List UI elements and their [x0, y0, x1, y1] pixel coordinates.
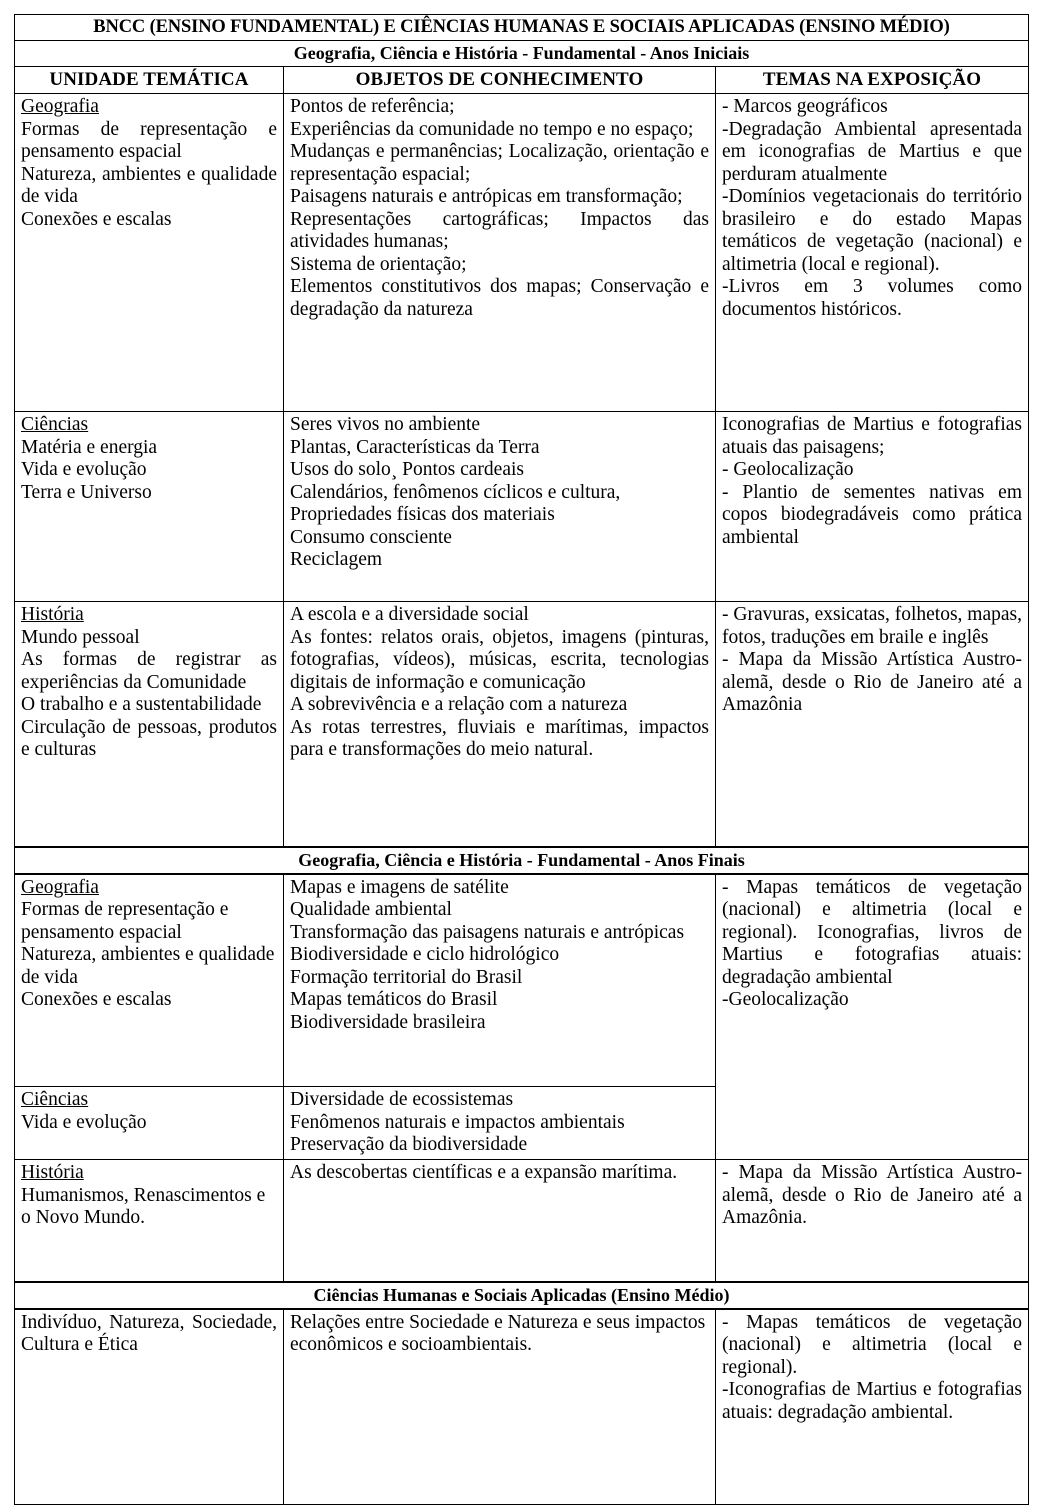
temas-line: Iconografias de Martius e fotografias atuais das paisagens;: [722, 414, 1022, 458]
temas-line: - Geolocalização: [722, 459, 854, 481]
temas-line: - Mapa da Missão Artística Austro- alemã, desde o Rio de Janeiro até a Amazônia.: [722, 1162, 1022, 1229]
table-row: [15, 94, 1029, 412]
unidade-line: Natureza, ambientes e qualidade de vida: [21, 944, 275, 988]
cell-unidade-ciencias-iniciais: [15, 412, 284, 602]
objetos-line: Usos do solo¸ Pontos cardeais: [290, 459, 524, 481]
unidade-heading: Ciências: [21, 414, 89, 436]
section-header-anos-iniciais: Geografia, Ciência e História - Fundamental - Anos Iniciais: [15, 41, 1029, 67]
section-header-ensino-medio: Ciências Humanas e Sociais Aplicadas (Ensino Médio): [15, 1282, 1029, 1309]
table-row: [15, 412, 1029, 602]
unidade-line: Formas de representação e pensamento espacial: [21, 118, 277, 163]
table-row: [15, 602, 1029, 847]
objetos-line: Biodiversidade e ciclo hidrológico: [290, 944, 560, 966]
temas-line: -Livros em 3 volumes como documentos históricos.: [722, 276, 1022, 320]
cell-objetos-historia-finais: [284, 1160, 716, 1282]
temas-line: -Degradação Ambiental apresentada em iconografias de Martius e que perduram atualmente: [722, 118, 1022, 185]
objetos-line: Seres vivos no ambiente: [290, 414, 481, 436]
temas-line: - Mapas temáticos de vegetação (nacional) e altimetria (local e regional).: [722, 1311, 1022, 1378]
objetos-line: A escola e a diversidade social: [290, 604, 529, 626]
cell-unidade-historia-finais: [15, 1160, 284, 1282]
cell-unidade-individuo-medio: [15, 1309, 284, 1505]
unidade-heading: História: [21, 1162, 84, 1184]
objetos-line: Mapas temáticos do Brasil: [290, 989, 498, 1011]
objetos-line: Propriedades físicas dos materiais: [290, 504, 555, 526]
column-header-temas-na-exposicao: TEMAS NA EXPOSIÇÃO: [716, 67, 1029, 94]
bncc-table: [14, 14, 1029, 1505]
cell-temas-individuo-medio: [716, 1309, 1029, 1505]
objetos-line: Experiências da comunidade no tempo e no espaço;: [290, 118, 694, 140]
objetos-line: Relações entre Sociedade e Natureza e seus impactos econômicos e socioambientais.: [290, 1311, 706, 1356]
cell-objetos-historia-iniciais: [284, 602, 716, 847]
temas-line: - Mapas temáticos de vegetação (nacional) e altimetria (local e regional). Iconografias, livros de Martius e fotografias atuais: degradação ambiental: [722, 876, 1022, 988]
table-row: [15, 1160, 1029, 1282]
temas-line: -Geolocalização: [722, 989, 849, 1011]
objetos-line: Diversidade de ecossistemas: [290, 1089, 514, 1111]
unidade-line: Conexões e escalas: [21, 989, 172, 1011]
unidade-line: Natureza, ambientes e qualidade de vida: [21, 163, 277, 208]
objetos-line: Formação territorial do Brasil: [290, 966, 523, 988]
unidade-line: Circulação de pessoas, produtos e culturas: [21, 716, 277, 761]
unidade-line: As formas de registrar as experiências da Comunidade: [21, 649, 277, 693]
objetos-line: As rotas terrestres, fluviais e marítimas, impactos para e transformações do meio natural.: [290, 716, 709, 761]
unidade-line: Indivíduo, Natureza, Sociedade, Cultura e Ética: [21, 1311, 277, 1356]
temas-line: -Domínios vegetacionais do território brasileiro e do estado Mapas temáticos de vegetação (nacional) e altimetria (local e regional).: [722, 186, 1022, 275]
cell-unidade-geografia-finais: [15, 874, 284, 1087]
temas-line: -Iconografias de Martius e fotografias atuais: degradação ambiental.: [722, 1379, 1022, 1423]
table-row: [15, 1309, 1029, 1505]
unidade-line: Matéria e energia: [21, 436, 158, 458]
cell-unidade-historia-iniciais: [15, 602, 284, 847]
unidade-line: Conexões e escalas: [21, 208, 172, 230]
unidade-line: Humanismos, Renascimentos e o Novo Mundo.: [21, 1184, 266, 1229]
objetos-line: Qualidade ambiental: [290, 899, 452, 921]
cell-temas-historia-iniciais: [716, 602, 1029, 847]
objetos-line: Mudanças e permanências; Localização, orientação e representação espacial;: [290, 141, 709, 185]
cell-objetos-ciencias-finais: [284, 1087, 716, 1160]
cell-temas-ciencias-iniciais: [716, 412, 1029, 602]
table-row-section-anos-finais: [15, 847, 1029, 874]
cell-temas-geografia-iniciais: [716, 94, 1029, 412]
unidade-line: O trabalho e a sustentabilidade: [21, 694, 262, 716]
objetos-line: Plantas, Características da Terra: [290, 436, 540, 458]
temas-line: - Plantio de sementes nativas em copos biodegradáveis como prática ambiental: [722, 481, 1022, 548]
cell-unidade-ciencias-finais: [15, 1087, 284, 1160]
table-row-section-ensino-medio: [15, 1282, 1029, 1309]
objetos-line: Mapas e imagens de satélite: [290, 876, 509, 898]
column-header-unidade-tematica: UNIDADE TEMÁTICA: [15, 67, 284, 94]
objetos-line: Reciclagem: [290, 549, 383, 571]
objetos-line: As fontes: relatos orais, objetos, imagens (pinturas, fotografias, vídeos), músicas, escrita, tecnologias digitais de informação e comunicação: [290, 626, 709, 693]
table-row: [15, 874, 1029, 1087]
objetos-line: Pontos de referência;: [290, 96, 455, 118]
unidade-heading: Geografia: [21, 876, 99, 898]
objetos-line: Fenômenos naturais e impactos ambientais: [290, 1111, 625, 1133]
unidade-line: Terra e Universo: [21, 481, 152, 503]
column-header-objetos-de-conhecimento: OBJETOS DE CONHECIMENTO: [284, 67, 716, 94]
objetos-line: Biodiversidade brasileira: [290, 1011, 486, 1033]
cell-objetos-geografia-finais: [284, 874, 716, 1087]
temas-line: - Gravuras, exsicatas, folhetos, mapas, fotos, traduções em braile e inglês: [722, 604, 1022, 648]
unidade-heading: História: [21, 604, 84, 626]
cell-objetos-individuo-medio: [284, 1309, 716, 1505]
cell-temas-geografia-finais: [716, 874, 1029, 1160]
table-row-column-headers: [15, 67, 1029, 94]
temas-line: - Marcos geográficos: [722, 96, 888, 118]
unidade-heading: Ciências: [21, 1089, 89, 1111]
unidade-line: Vida e evolução: [21, 459, 147, 481]
cell-objetos-ciencias-iniciais: [284, 412, 716, 602]
document-title: BNCC (ENSINO FUNDAMENTAL) E CIÊNCIAS HUMANAS E SOCIAIS APLICADAS (ENSINO MÉDIO): [15, 15, 1029, 41]
cell-unidade-geografia-iniciais: [15, 94, 284, 412]
objetos-line: Elementos constitutivos dos mapas; Conservação e degradação da natureza: [290, 276, 709, 320]
unidade-line: Formas de representação e pensamento espacial: [21, 899, 229, 943]
temas-line: - Mapa da Missão Artística Austro- alemã, desde o Rio de Janeiro até a Amazônia: [722, 649, 1022, 716]
objetos-line: A sobrevivência e a relação com a natureza: [290, 694, 628, 716]
unidade-line: Mundo pessoal: [21, 626, 140, 648]
table-row-title: [15, 15, 1029, 41]
section-header-anos-finais: Geografia, Ciência e História - Fundamental - Anos Finais: [15, 847, 1029, 874]
objetos-line: As descobertas científicas e a expansão marítima.: [290, 1162, 678, 1184]
objetos-line: Preservação da biodiversidade: [290, 1134, 528, 1156]
cell-objetos-geografia-iniciais: [284, 94, 716, 412]
cell-temas-historia-finais: [716, 1160, 1029, 1282]
table-row-section-anos-iniciais: [15, 41, 1029, 67]
objetos-line: Sistema de orientação;: [290, 253, 467, 275]
objetos-line: Transformação das paisagens naturais e antrópicas: [290, 921, 685, 943]
objetos-line: Consumo consciente: [290, 526, 452, 548]
unidade-line: Vida e evolução: [21, 1111, 147, 1133]
unidade-heading: Geografia: [21, 96, 99, 118]
objetos-line: Paisagens naturais e antrópicas em transformação;: [290, 186, 683, 208]
objetos-line: Calendários, fenômenos cíclicos e cultura,: [290, 481, 621, 503]
objetos-line: Representações cartográficas; Impactos das atividades humanas;: [290, 208, 709, 253]
